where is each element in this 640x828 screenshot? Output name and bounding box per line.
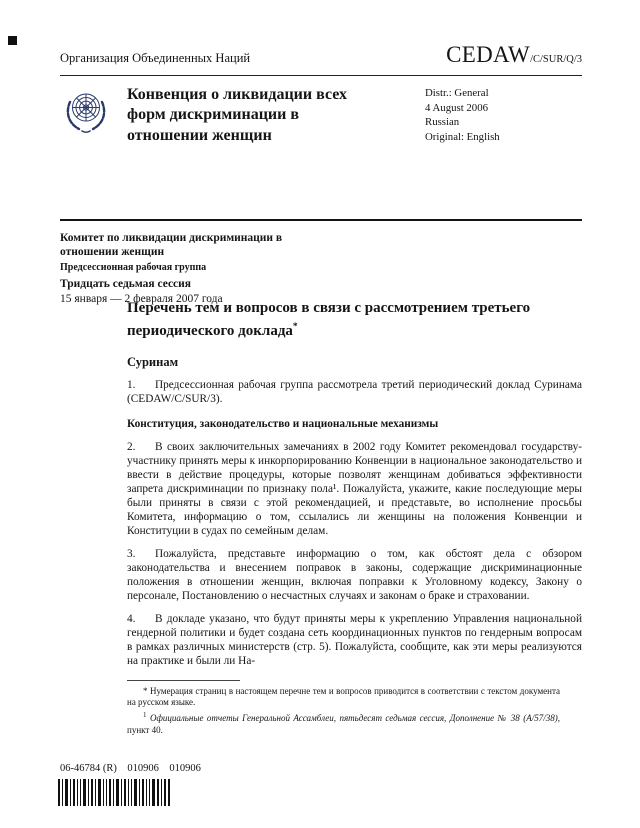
footnote-1 (127, 710, 560, 735)
document-number: 06-46784 (R) 010906 010906 (60, 763, 201, 774)
convention-title: Конвенция о ликвидации всех форм дискриминации в отношении женщин (127, 86, 348, 144)
paragraph-2-number: 2. (127, 441, 136, 453)
org-name: Организация Объединенных Наций (60, 51, 251, 65)
session-dates: 15 января — 2 февраля 2007 года (60, 293, 223, 305)
distr-language: Russian (425, 116, 460, 128)
footnotes (127, 680, 582, 736)
distribution-block (425, 86, 500, 144)
paragraph-4-text: В докладе указано, что будут приняты меры к укреплению Управления национальной гендерной политики и будет создана сеть координационных пунктов по гендерным вопросам в рамках различных министерств (стр. 5). Пожалуйста, сообщите, как эти меры реализуются на практике и были ли На- (127, 613, 582, 667)
session-block (60, 231, 322, 306)
print-registration-mark (8, 36, 17, 45)
committee-name: Комитет по ликвидации дискриминации в отношении женщин (60, 232, 283, 258)
masthead-divider (60, 219, 582, 221)
barcode (58, 779, 170, 806)
working-group-name: Предсессионная рабочая группа (60, 262, 207, 273)
document-symbol-main: CEDAW (446, 42, 531, 67)
footnote-star-marker: * (143, 686, 148, 696)
document-body (127, 299, 582, 736)
paragraph-1-text: Предсессионная рабочая группа рассмотрела третий периодический доклад Суринама (CEDAW/C/SUR/3). (127, 379, 582, 405)
country-heading: Суринам (127, 355, 179, 369)
paragraph-1-number: 1. (127, 379, 136, 391)
paragraph-2 (127, 440, 582, 538)
footnote-1-roman-text: , пункт 40. (127, 713, 561, 735)
distr-original: Original: English (425, 130, 500, 143)
un-emblem-icon (60, 86, 112, 138)
document-symbol (446, 42, 582, 68)
document-title (127, 299, 559, 341)
footnote-star (127, 686, 560, 708)
distr-line: Distr.: General (425, 87, 489, 99)
header-divider (60, 75, 582, 76)
paragraph-2-text: В своих заключительных замечаниях в 2002 году Комитет рекомендовал государству-участнику принять меры к инкорпорированию Конвенции в национальное законодательство и ввести в действие процедуры, которые позволят женщинам добиваться эффективности запрета дискриминации по признаку пола¹. Пожалуйста, укажите, какие последующие меры были приняты в связи с этой рекомендацией, и представьте, во исполнение просьбы Комитета, информацию о том, ссылались ли женщины на положения Конвенции и Конституции в судах по семейным делам. (127, 441, 582, 537)
footnote-1-italic-text: Официальные отчеты Генеральной Ассамблеи, пятьдесят седьмая сессия, Дополнение № 38 (A/57/38) (149, 713, 558, 724)
paragraph-4-number: 4. (127, 613, 136, 625)
footnote-divider (127, 680, 240, 681)
paragraph-3-text: Пожалуйста, представьте информацию о том, как обстоят дела с обзором законодательства и внесением поправок в законы, содержащие дискриминационные положения в отношении женщин, включая поправки к Уголовному кодексу, Закону о персонале, Постановлению о несчастных случаях и законам о браке и страховании. (127, 548, 582, 602)
section-heading: Конституция, законодательство и национальные механизмы (127, 418, 439, 430)
footnote-ref-star: * (292, 322, 298, 332)
paragraph-1 (127, 378, 582, 406)
distr-date: 4 August 2006 (425, 101, 488, 114)
footnote-1-marker: 1 (143, 711, 147, 720)
paragraph-3-number: 3. (127, 548, 136, 560)
paragraph-3 (127, 547, 582, 603)
session-name: Тридцать седьмая сессия (60, 278, 191, 290)
document-header (60, 42, 582, 68)
paragraph-4 (127, 612, 582, 668)
document-symbol-suffix: /C/SUR/Q/3 (530, 54, 582, 65)
footnote-star-text: Нумерация страниц в настоящем перечне тем и вопросов приводится в соответствии с текстом документа на русском языке. (127, 686, 560, 708)
document-title-text: Перечень тем и вопросов в связи с рассмотрением третьего периодического доклада (127, 300, 531, 339)
